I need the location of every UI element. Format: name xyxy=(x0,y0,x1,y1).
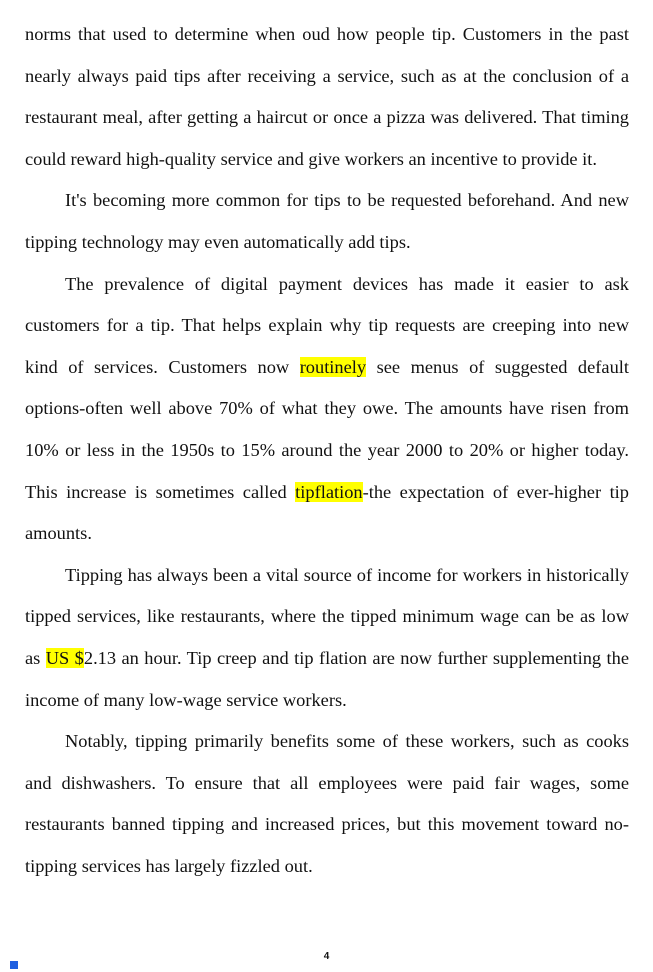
text-run: 2.13 an hour. Tip creep and tip flation are now further supplementing the income of many low-wage service workers. xyxy=(25,647,629,710)
paragraph-1 xyxy=(25,14,629,180)
text-run: Tipping has always been a vital source of income for workers in historically tipped services, like restaurants, where the tipped minimum wage can be as low as xyxy=(25,564,629,668)
text-run: -the expectation of ever-higher tip amounts. xyxy=(25,481,629,544)
page-number: 4 xyxy=(323,951,330,962)
highlighted-text-us-dollar: US $ xyxy=(45,647,84,668)
paragraph-5 xyxy=(25,721,629,887)
text-run: norms that used to determine when oud how people tip. Customers in the past nearly always paid tips after receiving a service, such as at the conclusion of a restaurant meal, after getting a haircut or once a pizza was delivered. That timing could reward high-quality service and give workers an incentive to provide it. xyxy=(25,24,629,169)
paragraph-3 xyxy=(25,264,629,555)
text-run: It's becoming more common for tips to be requested beforehand. And new tipping technology may even automatically add tips. xyxy=(25,190,629,252)
highlighted-word-routinely: routinely xyxy=(299,356,367,377)
highlighted-word-tipflation: tipflation xyxy=(295,481,363,502)
paragraph-4 xyxy=(25,555,629,721)
document-body xyxy=(25,14,629,887)
corner-marker-icon xyxy=(10,961,18,969)
text-run: The prevalence of digital payment devices has made it easier to ask customers for a tip. That helps explain why tip requests are creeping into new kind of services. Customers now xyxy=(25,273,629,377)
paragraph-2 xyxy=(25,180,629,263)
text-run: Notably, tipping primarily benefits some of these workers, such as cooks and dishwashers. To ensure that all employees were paid fair wages, some restaurants banned tipping and increased prices, but this movement toward no-tipping services has largely fizzled out. xyxy=(25,731,629,876)
text-run: see menus of suggested default options-often well above 70% of what they owe. The amounts have risen from 10% or less in the 1950s to 15% around the year 2000 to 20% or higher today. This increase is sometimes called xyxy=(25,356,629,502)
